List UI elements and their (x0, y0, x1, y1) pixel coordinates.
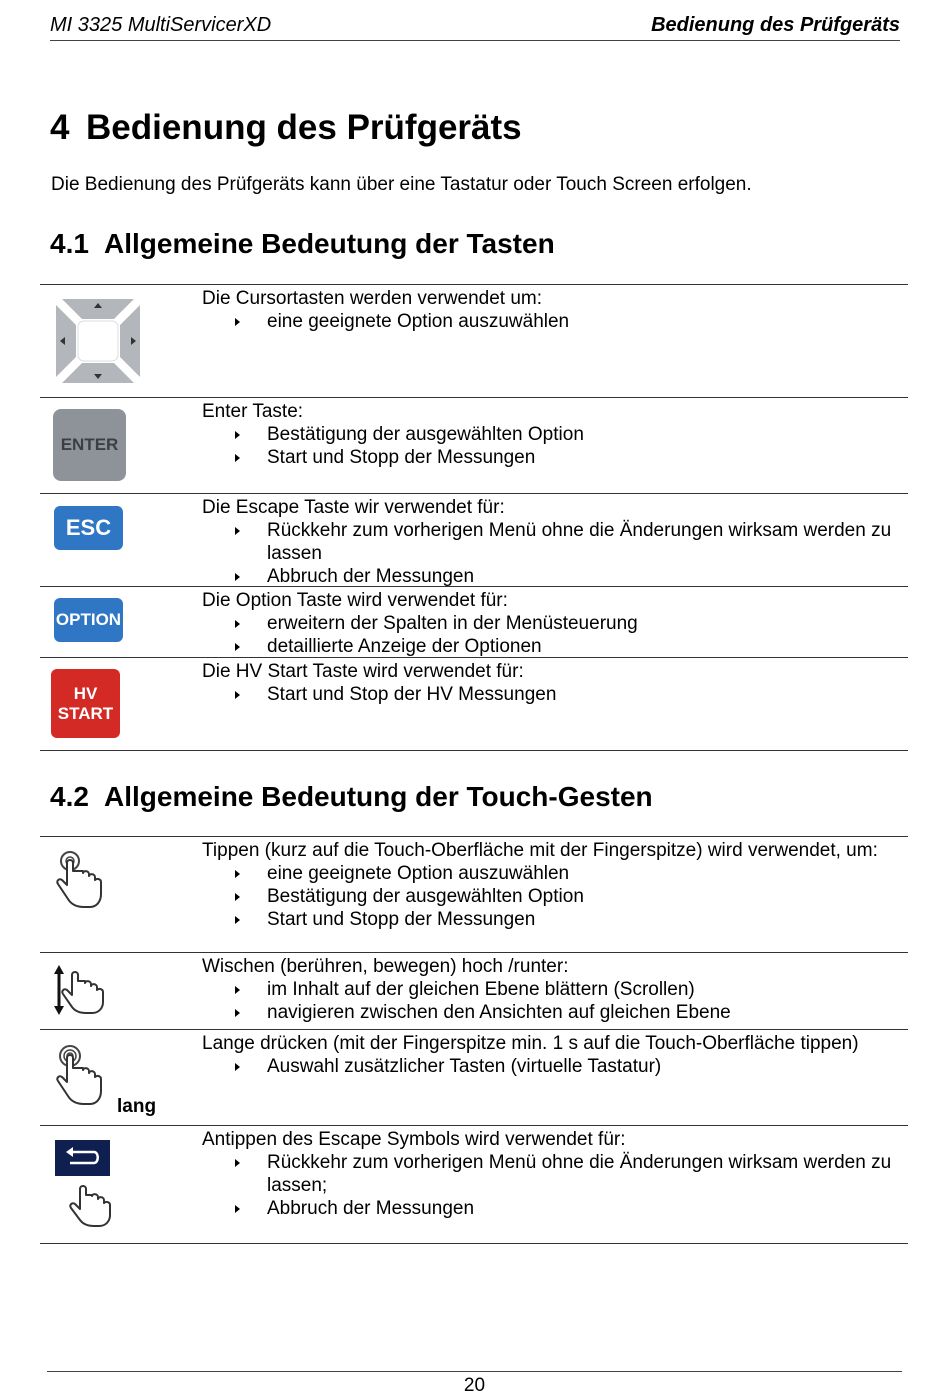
bullet-list (202, 612, 904, 658)
header-chapter-title: Bedienung des Prüfgeräts (651, 14, 900, 36)
row-description: Lange drücken (mit der Fingerspitze min. 1 s auf die Touch-Oberfläche tippen) (202, 1033, 859, 1054)
table-row (40, 1126, 908, 1244)
key-label: OPTION (55, 610, 122, 629)
bullet-list (202, 978, 904, 1024)
list-item: Start und Stopp der Messungen (202, 446, 904, 469)
list-item: Bestätigung der ausgewählten Option (202, 423, 904, 446)
key-label: START (57, 703, 114, 723)
section-number: 4.2 (50, 781, 89, 812)
table-row (40, 587, 908, 658)
list-item: im Inhalt auf der gleichen Ebene blättern (Scrollen) (202, 978, 904, 1001)
bullet-list (202, 683, 904, 706)
list-item: Abbruch der Messungen (202, 565, 904, 588)
row-description: Die HV Start Taste wird verwendet für: (202, 661, 524, 682)
row-text (202, 839, 904, 931)
bullet-list (202, 423, 904, 469)
table-row (40, 1030, 908, 1126)
chapter-title: Bedienung des Prüfgeräts (86, 108, 522, 147)
esc-key-icon (54, 506, 123, 550)
bullet-list (202, 519, 904, 588)
section-number: 4.1 (50, 228, 89, 259)
row-description: Die Escape Taste wir verwendet für: (202, 497, 505, 518)
table-row (40, 953, 908, 1030)
bullet-list (202, 1055, 904, 1078)
gestures-table (40, 836, 908, 1244)
tap-gesture-icon (52, 849, 106, 909)
list-item: Rückkehr zum vorherigen Menü ohne die Änderungen wirksam werden zu lassen; (202, 1151, 904, 1197)
section-heading-keys (50, 228, 555, 260)
row-description: Enter Taste: (202, 401, 304, 422)
bullet-list (202, 1151, 904, 1220)
row-text (202, 955, 904, 1024)
row-description: Wischen (berühren, bewegen) hoch /runter: (202, 956, 569, 977)
row-text (202, 287, 904, 333)
row-description: Antippen des Escape Symbols wird verwendet für: (202, 1129, 626, 1150)
long-press-gesture-icon (52, 1044, 106, 1106)
section-title: Allgemeine Bedeutung der Touch-Gesten (104, 781, 653, 812)
cursor-keys-icon (52, 295, 144, 387)
list-item: eine geeignete Option auszuwählen (202, 862, 904, 885)
row-text (202, 400, 904, 469)
header-product-name: MI 3325 MultiServicerXD (50, 14, 272, 36)
key-label: ESC (65, 515, 112, 540)
row-description: Die Option Taste wird verwendet für: (202, 590, 508, 611)
section-title: Allgemeine Bedeutung der Tasten (104, 228, 555, 259)
intro-paragraph: Die Bedienung des Prüfgeräts kann über eine Tastatur oder Touch Screen erfolgen. (51, 174, 752, 195)
table-row (40, 494, 908, 587)
list-item: Abbruch der Messungen (202, 1197, 904, 1220)
row-text (202, 1128, 904, 1220)
row-text (202, 660, 904, 706)
list-item: Start und Stopp der Messungen (202, 908, 904, 931)
row-description: Die Cursortasten werden verwendet um: (202, 288, 543, 309)
long-press-caption: lang (117, 1096, 157, 1117)
keys-table (40, 284, 908, 751)
escape-symbol-tap-icon (54, 1139, 114, 1227)
section-heading-touch (50, 781, 653, 813)
list-item: eine geeignete Option auszuwählen (202, 310, 904, 333)
chapter-heading (50, 108, 522, 148)
page-header (50, 12, 900, 41)
list-item: Bestätigung der ausgewählten Option (202, 885, 904, 908)
list-item: Start und Stop der HV Messungen (202, 683, 904, 706)
table-row (40, 837, 908, 953)
row-text (202, 589, 904, 658)
bullet-list (202, 862, 904, 931)
table-row (40, 285, 908, 398)
enter-key-icon (53, 409, 126, 481)
list-item: erweitern der Spalten in der Menüsteuerung (202, 612, 904, 635)
list-item: navigieren zwischen den Ansichten auf gleichen Ebene (202, 1001, 904, 1024)
chapter-number: 4 (50, 108, 70, 147)
page-number: 20 (463, 1375, 486, 1396)
hv-start-key-icon (51, 669, 120, 738)
list-item: Rückkehr zum vorherigen Menü ohne die Änderungen wirksam werden zu lassen (202, 519, 904, 565)
bullet-list (202, 310, 904, 333)
table-row (40, 398, 908, 494)
list-item: detaillierte Anzeige der Optionen (202, 635, 904, 658)
key-label: HV (73, 683, 98, 703)
row-description: Tippen (kurz auf die Touch-Oberfläche mit der Fingerspitze) wird verwendet, um: (202, 840, 878, 861)
page-footer (47, 1371, 902, 1397)
option-key-icon (54, 598, 123, 642)
row-text (202, 1032, 904, 1078)
table-row (40, 658, 908, 751)
list-item: Auswahl zusätzlicher Tasten (virtuelle Tastatur) (202, 1055, 904, 1078)
swipe-gesture-icon (52, 965, 108, 1015)
row-text (202, 496, 904, 588)
key-label: ENTER (60, 435, 119, 454)
